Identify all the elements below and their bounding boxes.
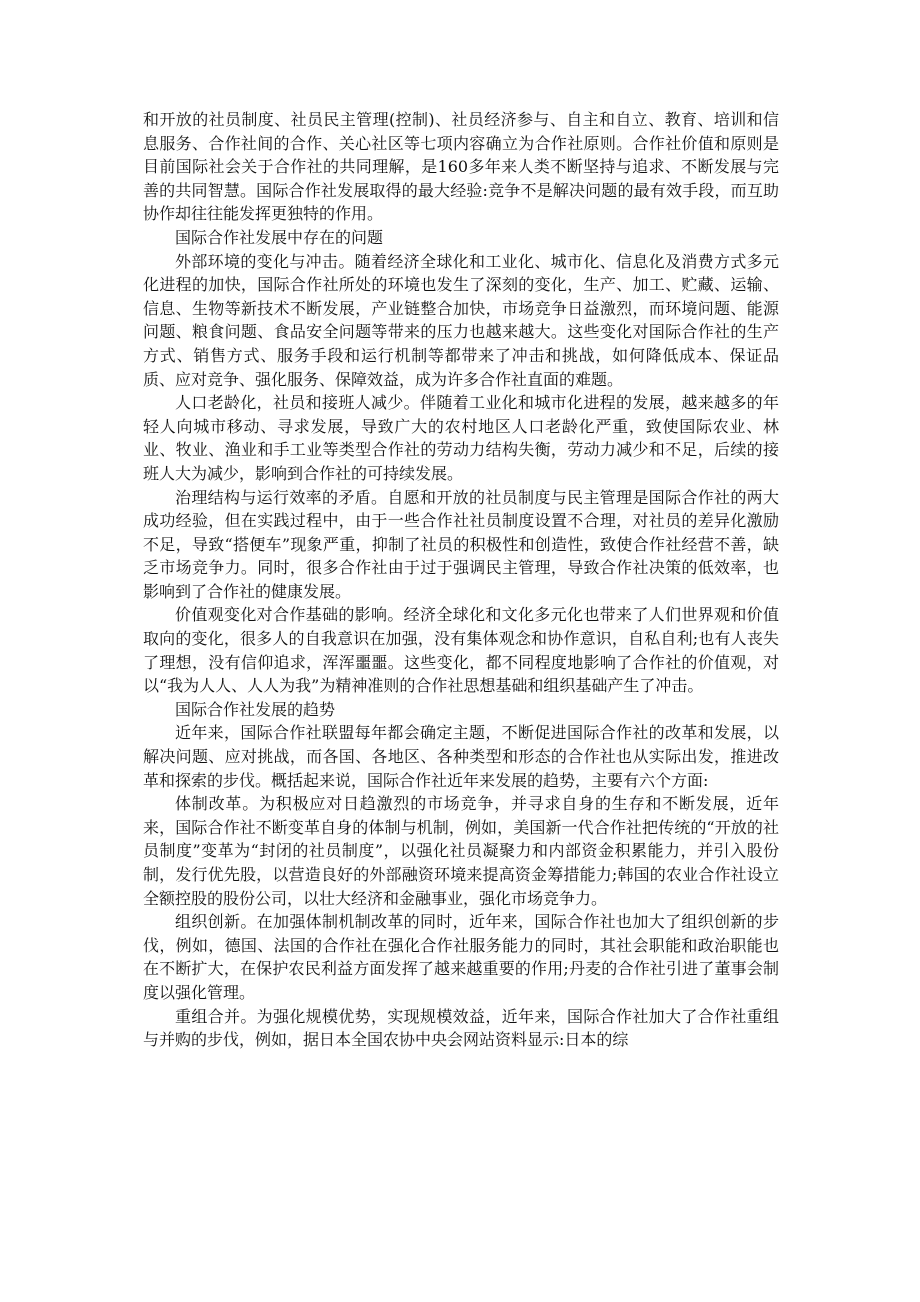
paragraph-aging-population: 人口老龄化，社员和接班人减少。伴随着工业化和城市化进程的发展，越来越多的年轻人向城市移动、寻求发展，导致广大的农村地区人口老龄化严重，致使国际农业、林业、牧业、渔业和手工业等类型合作社的劳动力结构失衡，劳动力减少和不足，后续的接班人大为减少，影响到合作社的可持续发展。: [143, 393, 779, 483]
section-heading-trends: 国际合作社发展的趋势: [175, 699, 336, 719]
paragraph-trends-intro: 近年来，国际合作社联盟每年都会确定主题，不断促进国际合作社的改革和发展，以解决问题、应对挑战，而各国、各地区、各种类型和形态的合作社也从实际出发，推进改革和探索的步伐。概括起来说，国际合作社近年来发展的趋势，主要有六个方面:: [143, 723, 779, 790]
paragraph-restructuring-merger: 重组合并。为强化规模优势，实现规模效益，近年来，国际合作社加大了合作社重组与并购的步伐，例如，据日本全国农协中央会网站资料显示:日本的综: [143, 1006, 779, 1050]
paragraph-organizational-innovation: 组织创新。在加强体制机制改革的同时，近年来，国际合作社也加大了组织创新的步伐，例如，德国、法国的合作社在强化合作社服务能力的同时，其社会职能和政治职能也在不断扩大，在保护农民利益方面发挥了越来越重要的作用;丹麦的合作社引进了董事会制度以强化管理。: [143, 912, 779, 1002]
paragraph-value-change: 价值观变化对合作基础的影响。经济全球化和文化多元化也带来了人们世界观和价值取向的变化，很多人的自我意识在加强，没有集体观念和协作意识，自私自利;也有人丧失了理想，没有信仰追求，浑浑噩噩。这些变化，都不同程度地影响了合作社的价值观，对以“我为人人、人人为我”为精神准则的合作社思想基础和组织基础产生了冲击。: [143, 605, 779, 696]
paragraph-external-environment: 外部环境的变化与冲击。随着经济全球化和工业化、城市化、信息化及消费方式多元化进程的加快，国际合作社所处的环境也发生了深刻的变化，生产、加工、贮藏、运输、信息、生物等新技术不断发展，产业链整合加快，市场竞争日益激烈，而环境问题、能源问题、粮食问题、食品安全问题等带来的压力也越来越大。这些变化对国际合作社的生产方式、销售方式、服务手段和运行机制等都带来了冲击和挑战，如何降低成本、保证品质、应对竞争、强化服务、保障效益，成为许多合作社直面的难题。: [143, 251, 779, 389]
document-body: [143, 108, 779, 1052]
paragraph-cooperative-principles: 和开放的社员制度、社员民主管理(控制)、社员经济参与、自主和自立、教育、培训和信息服务、合作社间的合作、关心社区等七项内容确立为合作社原则。合作社价值和原则是目前国际社会关于合作社的共同理解，是160多年来人类不断坚持与追求、不断发展与完善的共同智慧。国际合作社发展取得的最大经验:竞争不是解决问题的最有效手段，而互助协作却往往能发挥更独特的作用。: [143, 110, 779, 224]
section-heading-problems: 国际合作社发展中存在的问题: [175, 227, 384, 247]
paragraph-institutional-reform: 体制改革。为积极应对日趋激烈的市场竞争，并寻求自身的生存和不断发展，近年来，国际合作社不断变革自身的体制与机制，例如，美国新一代合作社把传统的“开放的社员制度”变革为“封闭的社员制度”，以强化社员凝聚力和内部资金积累能力，并引入股份制，发行优先股，以营造良好的外部融资环境来提高资金筹措能力;韩国的农业合作社设立全额控股的股份公司，以壮大经济和金融事业，强化市场竞争力。: [143, 794, 779, 908]
paragraph-governance-efficiency: 治理结构与运行效率的矛盾。自愿和开放的社员制度与民主管理是国际合作社的两大成功经验，但在实践过程中，由于一些合作社社员制度设置不合理，对社员的差异化激励不足，导致“搭便车”现象严重，抑制了社员的积极性和创造性，致使合作社经营不善，缺乏市场竞争力。同时，很多合作社由于过于强调民主管理，导致合作社决策的低效率，也影响到了合作社的健康发展。: [143, 487, 779, 601]
